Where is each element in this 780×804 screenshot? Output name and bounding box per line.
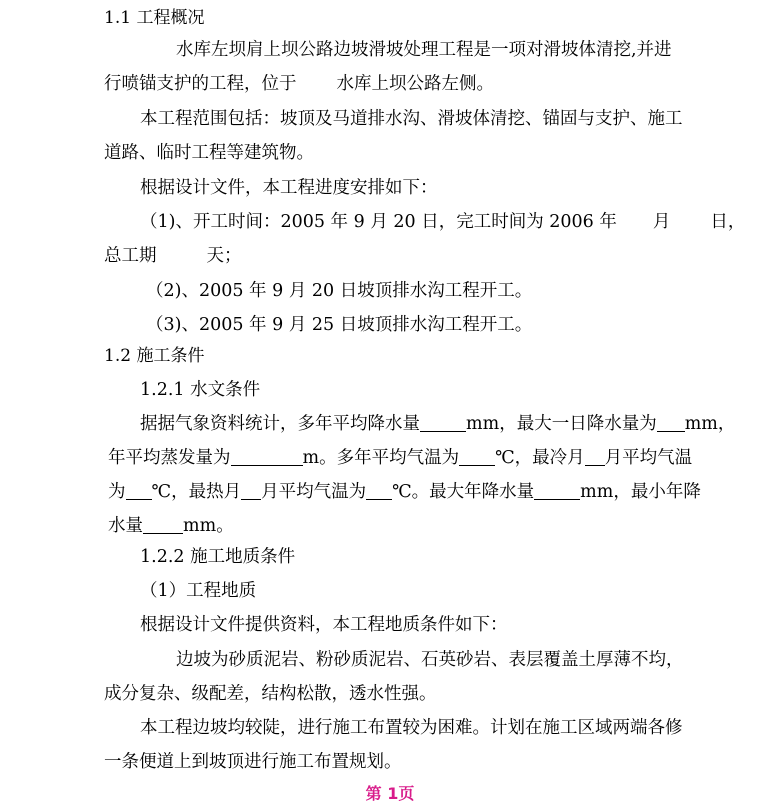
text-segment: 据据气象资料统计，多年平均降水量 <box>140 414 420 434</box>
schedule-item-1 <box>140 210 745 234</box>
text-segment: ℃。最大年降水量 <box>392 482 535 502</box>
text-segment: 为 <box>108 482 126 502</box>
text-segment: 水量 <box>108 516 143 536</box>
text-segment: ℃，最热月 <box>151 482 242 502</box>
text-segment: 水库上坝公路左侧。 <box>336 74 494 94</box>
text-segment: 天； <box>206 246 242 266</box>
fill-blank <box>420 413 466 432</box>
page-number: 第 1页 <box>365 784 415 803</box>
hydro-line-2 <box>108 446 692 470</box>
paragraph-line: 水库左坝肩上坝公路边坡滑坡处理工程是一项对滑坡体清挖,并进 <box>176 40 672 60</box>
text-segment: mm，最小年降 <box>580 482 701 502</box>
text-segment: mm，最大一日降水量为 <box>466 414 657 434</box>
hydro-line-1 <box>140 412 735 436</box>
subsection-heading-1-2-2: 1.2.2 施工地质条件 <box>140 547 296 567</box>
text-segment: （1)、开工时间：2005 年 9 月 20 日，完工时间为 2006 年 <box>140 212 617 232</box>
paragraph-line: 根据设计文件提供资料，本工程地质条件如下： <box>140 615 508 635</box>
text-segment: mm。 <box>183 516 234 536</box>
text-segment: 日， <box>710 212 746 232</box>
schedule-item-3: （3)、2005 年 9 月 25 日坡顶排水沟工程开工。 <box>146 315 533 335</box>
text-segment: 月 <box>652 212 671 232</box>
fill-blank <box>366 481 392 500</box>
text-segment: 月平均气温 <box>604 448 693 468</box>
schedule-item-1-cont <box>104 244 242 268</box>
fill-blank <box>657 413 685 432</box>
text-segment: m。多年平均气温为 <box>302 448 460 468</box>
fill-blank <box>459 447 495 466</box>
paragraph-line: 边坡为砂质泥岩、粉砂质泥岩、石英砂岩、表层覆盖土厚薄不均， <box>176 650 684 670</box>
paragraph-line: 成分复杂、级配差，结构松散，透水性强。 <box>104 684 437 704</box>
hydro-line-4 <box>108 514 234 538</box>
fill-blank <box>585 447 605 466</box>
paragraph-line: 本工程范围包括：坡顶及马道排水沟、滑坡体清挖、锚固与支护、施工 <box>140 109 683 129</box>
paragraph-line <box>104 72 494 96</box>
text-segment: 年平均蒸发量为 <box>108 448 231 468</box>
schedule-item-2: （2)、2005 年 9 月 20 日坡顶排水沟工程开工。 <box>146 281 533 301</box>
paragraph-line: 道路、临时工程等建筑物。 <box>104 143 314 163</box>
fill-blank <box>126 481 152 500</box>
section-heading-1-1: 1.1 工程概况 <box>104 8 205 28</box>
fill-blank <box>534 481 580 500</box>
subsection-heading-1-2-1: 1.2.1 水文条件 <box>140 380 261 400</box>
text-segment: mm， <box>684 414 736 434</box>
section-heading-1-2: 1.2 施工条件 <box>104 346 205 366</box>
hydro-line-3 <box>108 480 701 504</box>
fill-blank <box>143 515 183 534</box>
paragraph-line: 本工程边坡均较陡，进行施工布置较为困难。计划在施工区域两端各修 <box>140 718 683 738</box>
fill-blank <box>231 447 303 466</box>
text-segment: 总工期 <box>104 246 157 266</box>
geology-item: （1）工程地质 <box>140 581 257 601</box>
text-segment: ℃，最冷月 <box>495 448 585 468</box>
text-segment: 行喷锚支护的工程，位于 <box>104 74 297 94</box>
fill-blank <box>241 481 261 500</box>
paragraph-line: 一条便道上到坡顶进行施工布置规划。 <box>104 752 402 772</box>
paragraph-line: 根据设计文件，本工程进度安排如下： <box>140 178 438 198</box>
text-segment: 月平均气温为 <box>261 482 367 502</box>
